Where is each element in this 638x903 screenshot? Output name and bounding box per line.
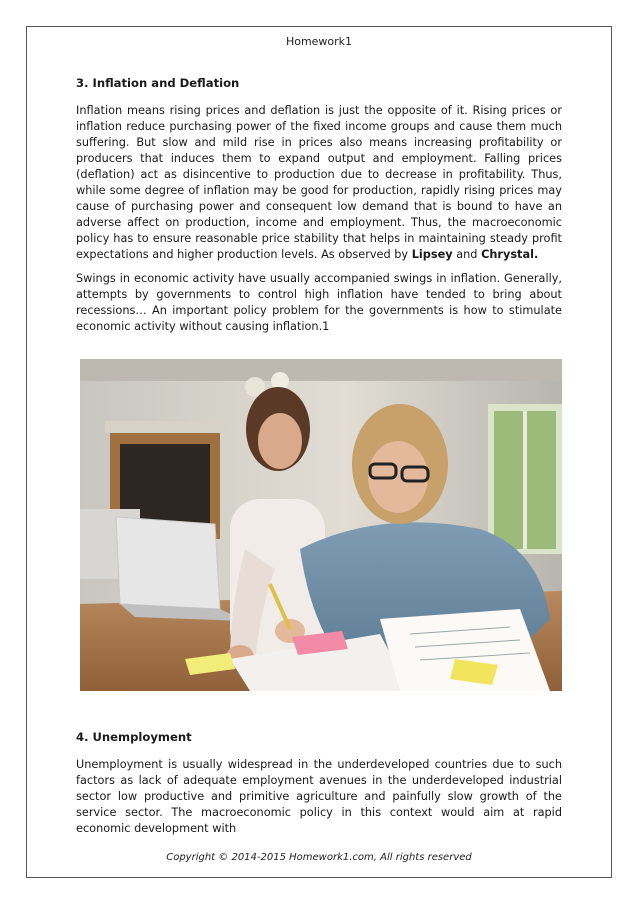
author-name: Chrystal. xyxy=(481,248,539,261)
paragraph xyxy=(76,103,562,263)
section-heading: 4. Unemployment xyxy=(76,730,192,744)
photo-mother-daughter-homework xyxy=(80,359,562,691)
document-page xyxy=(26,26,612,878)
paragraph: Unemployment is usually widespread in the underdeveloped countries due to such factors as lack of adequate employment avenues in the underdeveloped industrial sector low productive and primitive agriculture and painfully slow growth of the service sector. The macroeconomic policy in this context would aim at rapid economic development with xyxy=(76,758,562,835)
author-name: Lipsey xyxy=(411,248,453,261)
paragraph: Swings in economic activity have usually accompanied swings in inflation. Generally, attempts by governments to control high inflation have tended to bring about recessions… An important policy problem for the governments is how to stimulate economic activity without causing inflation.1 xyxy=(76,272,562,333)
section-unemployment xyxy=(76,729,562,837)
section-heading: 3. Inflation and Deflation xyxy=(76,76,240,90)
page-header: Homework1 xyxy=(285,35,353,48)
paragraph-text: and xyxy=(452,248,482,261)
section-inflation xyxy=(76,75,562,335)
page-footer: Copyright © 2014-2015 Homework1.com, All rights reserved xyxy=(166,852,472,863)
paragraph-text: Inflation means rising prices and deflation is just the opposite of it. Rising prices or inflation reduce purchasing power of the fixed income groups and cause them much suffering. But slow and mild rise in prices also means increasing profitability or producers that induces them to expand output and employment. Falling prices (deflation) act as disincentive to production due to decrease in profitability. Thus, while some degree of inflation may be good for production, rapidly rising prices may cause of purchasing power and consequent low demand that is bound to have an adverse affect on production, income and employment. Thus, the macroeconomic policy has to ensure reasonable price stability that helps in maintaining steady profit expectations and higher production levels. As observed by xyxy=(76,104,562,261)
